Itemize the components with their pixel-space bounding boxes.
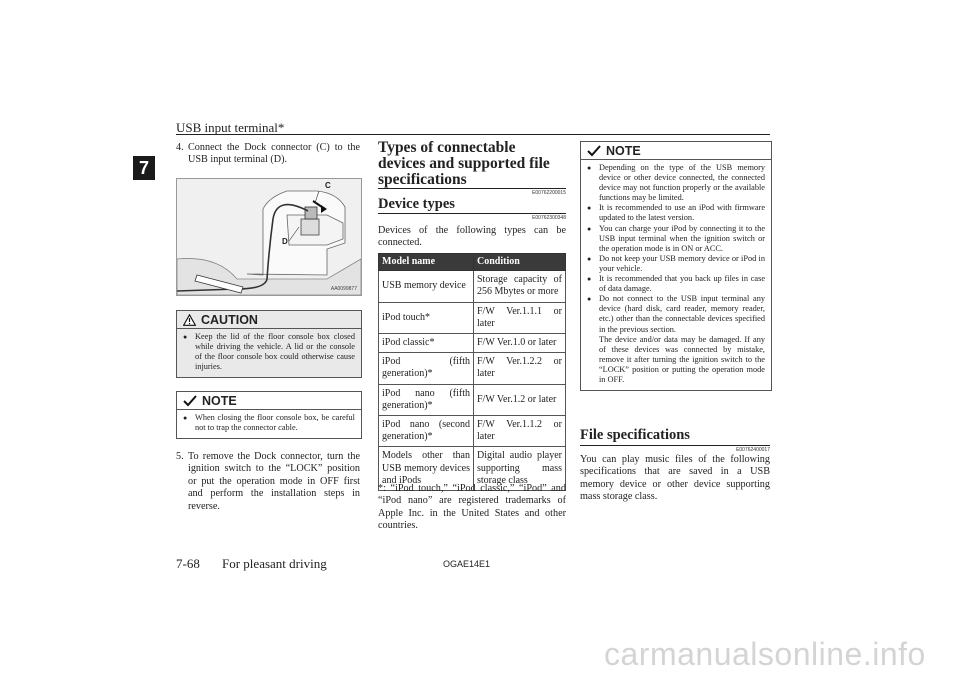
step-5 [176, 451, 360, 513]
warning-icon [183, 314, 196, 326]
note-header [581, 142, 771, 159]
table-header-condition: Condition [474, 254, 566, 271]
step-4-number: 4. [176, 142, 184, 153]
subheading-rule [378, 213, 566, 214]
chapter-tab: 7 [133, 156, 155, 180]
bullet-icon: ● [183, 333, 188, 341]
note-item-text: When closing the floor console box, be careful not to trap the connector cable. [195, 413, 355, 433]
note-header [177, 392, 361, 409]
heading-rule [378, 188, 566, 189]
list-item [183, 332, 355, 372]
bullet-icon: ● [183, 414, 188, 422]
table-cell-condition: F/W Ver.1.1.1 or later [474, 302, 566, 333]
note-box-right [580, 141, 772, 391]
file-spec-code: E00762400017 [736, 447, 770, 453]
heading-code: E00762200015 [532, 190, 566, 196]
note-title: NOTE [606, 144, 641, 158]
usb-connection-figure [176, 178, 362, 296]
table-cell-condition: F/W Ver.1.2 or later [474, 384, 566, 415]
caution-header [177, 311, 361, 328]
label-c: C [325, 181, 331, 190]
list-item [587, 294, 765, 334]
caution-item-text: Keep the lid of the floor console box closed while driving the vehicle. A lid or the console of the floor console box could otherwise cause injuries. [195, 332, 355, 372]
table-row [379, 302, 566, 333]
list-item [587, 224, 765, 254]
footer-code: OGAE14E1 [443, 559, 491, 569]
step-5-number: 5. [176, 451, 184, 462]
list-item [587, 274, 765, 294]
usb-connection-illustration [177, 179, 361, 295]
note-item-text: Do not keep your USB memory device or iPod in your vehicle. [599, 253, 765, 273]
watermark: carmanualsonline.info [604, 636, 926, 672]
note-title: NOTE [202, 394, 237, 408]
checkmark-icon [587, 145, 601, 157]
file-spec-text: You can play music files of the following specifications that are saved in a USB memory device or other device supporting mass storage class. [580, 454, 770, 503]
table-row [379, 334, 566, 353]
table-cell-model: USB memory device [379, 271, 474, 302]
device-table [378, 253, 566, 491]
header-rule [176, 134, 770, 135]
table-cell-condition: F/W Ver.1.0 or later [474, 334, 566, 353]
table-cell-condition: Digital audio player supporting mass storage class [474, 447, 566, 491]
table-cell-model: iPod (fifth generation)* [379, 353, 474, 384]
step-4-text: Connect the Dock connector (C) to the USB input terminal (D). [188, 142, 360, 166]
list-item [587, 203, 765, 223]
subheading-file-specifications: File specifications [580, 427, 690, 443]
table-cell-condition: Storage capacity of 256 Mbytes or more [474, 271, 566, 302]
bullet-icon: ● [587, 224, 592, 233]
page-number: 7-68 [176, 556, 200, 571]
bullet-icon: ● [587, 204, 592, 213]
table-cell-model: iPod touch* [379, 302, 474, 333]
label-d: D [282, 237, 288, 246]
table-header-model: Model name [379, 254, 474, 271]
step-4 [176, 142, 360, 167]
bullet-icon: ● [587, 164, 592, 172]
figure-code: AA0099877 [330, 286, 357, 292]
table-row [379, 384, 566, 415]
note-item-text: Depending on the type of the USB memory device or other device connected, the connected device may not function properly or the available functions may be limited. [599, 163, 765, 203]
subheading-device-types: Device types [378, 196, 455, 212]
caution-box [176, 310, 362, 378]
section-heading: Types of connectable devices and supported file specifications [378, 139, 550, 188]
note-item-text: It is recommended to use an iPod with firmware updated to the latest version. [599, 203, 765, 223]
file-spec-rule [580, 445, 770, 446]
table-cell-model: iPod nano (fifth generation)* [379, 384, 474, 415]
footer-section: For pleasant driving [222, 556, 327, 571]
table-cell-condition: F/W Ver.1.2.2 or later [474, 353, 566, 384]
table-cell-model: Models other than USB memory devices and iPods [379, 447, 474, 491]
list-item [587, 163, 765, 203]
subheading-code: E00762300348 [532, 215, 566, 221]
header-title: USB input terminal* [176, 120, 285, 135]
table-cell-model: iPod nano (second generation)* [379, 416, 474, 447]
list-item [587, 254, 765, 274]
caution-body [177, 328, 361, 377]
table-cell-condition: F/W Ver.1.1.2 or later [474, 416, 566, 447]
note-box-left [176, 391, 362, 439]
trademark-footnote: *: “iPod touch,” “iPod classic,” “iPod” and “iPod nano” are registered trademarks of Apple Inc. in the United States and other countries. [378, 483, 566, 532]
note-extra-text: The device and/or data may be damaged. If any of these devices was connected by mistake, remove it after turning the ignition switch to the “LOCK” position or putting the operation mode in OFF. [599, 334, 765, 384]
note-item-text: Do not connect to the USB input terminal any device (hard disk, card reader, memory reader, etc.) other than the connectable devices specified in the previous section. [599, 294, 765, 334]
step-5-text: To remove the Dock connector, turn the ignition switch to the “LOCK” position or put the operation mode in OFF first and perform the installation steps in reverse. [188, 451, 360, 512]
table-row [379, 416, 566, 447]
bullet-icon: ● [587, 254, 592, 263]
note-item-text: It is recommended that you back up files in case of data damage. [599, 274, 765, 294]
bullet-icon: ● [587, 275, 592, 284]
table-row [379, 353, 566, 384]
checkmark-icon [183, 395, 197, 407]
caution-title: CAUTION [201, 313, 258, 327]
note-body [581, 159, 771, 390]
table-cell-model: iPod classic* [379, 334, 474, 353]
note-item-text: You can charge your iPod by connecting it to the USB input terminal when the ignition switch or the operation mode is in ON or ACC. [599, 223, 765, 253]
table-row [379, 271, 566, 302]
intro-text: Devices of the following types can be connected. [378, 225, 566, 249]
note-body [177, 409, 361, 438]
bullet-icon: ● [587, 295, 592, 304]
list-item [183, 413, 355, 433]
